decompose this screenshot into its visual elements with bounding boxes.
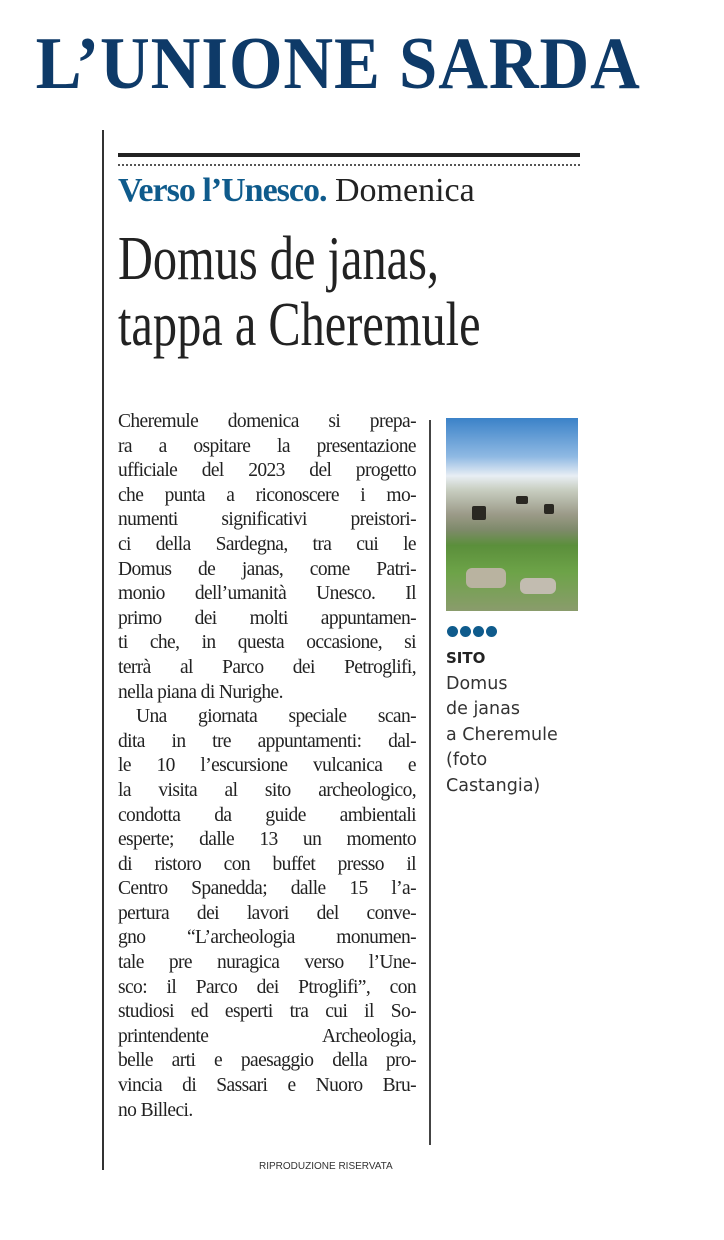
body-line: Centro Spanedda; dalle 15 l’a- <box>118 878 416 900</box>
column-rule <box>102 130 104 1170</box>
headline-line: tappa a Cheremule <box>118 291 481 359</box>
kicker-section: Verso l’Unesco. <box>118 172 327 209</box>
body-line: che punta a riconoscere i mo- <box>118 484 416 506</box>
body-line: no Billeci. <box>118 1099 193 1121</box>
body-line: studiosi ed esperti tra cui il So- <box>118 1001 416 1023</box>
body-line: belle arti e paesaggio della pro- <box>118 1050 416 1072</box>
body-line: ti che, in questa occasione, si <box>118 632 416 654</box>
body-line: monio dell’umanità Unesco. Il <box>118 583 416 605</box>
caption-dots <box>447 626 497 637</box>
body-line: Una giornata speciale scan- <box>136 706 416 728</box>
article-body <box>118 410 416 1123</box>
body-line: di ristoro con buffet presso il <box>118 853 416 875</box>
body-line: Domus de janas, come Patri- <box>118 558 416 580</box>
body-line: la visita al sito archeologico, <box>118 779 416 801</box>
kicker-day: Domenica <box>335 172 475 209</box>
body-line: esperte; dalle 13 un momento <box>118 829 416 851</box>
body-line: le 10 l’escursione vulcanica e <box>118 755 416 777</box>
headline-line: Domus de janas, <box>118 225 440 293</box>
body-line: ci della Sardegna, tra cui le <box>118 533 416 555</box>
body-line: sco: il Parco dei Ptroglifi”, con <box>118 976 416 998</box>
body-line: nella piana di Nurighe. <box>118 681 283 703</box>
body-line: printendente Archeologia, <box>118 1025 416 1047</box>
body-line: vincia di Sassari e Nuoro Bru- <box>118 1075 416 1097</box>
body-line: primo dei molti appuntamen- <box>118 607 416 629</box>
body-line: gno “L’archeologia monumen- <box>118 927 416 949</box>
body-line: dita in tre appuntamenti: dal- <box>118 730 416 752</box>
body-line: ufficiale del 2023 del progetto <box>118 460 416 482</box>
headline <box>118 226 481 358</box>
kicker <box>118 172 475 210</box>
body-line: condotta da guide ambientali <box>118 804 416 826</box>
body-line: ra a ospitare la presentazione <box>118 435 416 457</box>
body-line: numenti significativi preistori- <box>118 509 416 531</box>
dotted-rule <box>118 164 580 166</box>
body-line: terrà al Parco dei Petroglifi, <box>118 656 416 678</box>
caption-label: SITO <box>446 649 486 667</box>
photo-caption <box>446 646 558 799</box>
body-line: pertura dei lavori del conve- <box>118 902 416 924</box>
body-line: Cheremule domenica si prepa- <box>118 411 416 432</box>
article-photo <box>446 418 578 611</box>
column-divider <box>429 420 431 1145</box>
masthead-logo: L’UNIONE SARDA <box>35 23 641 105</box>
top-rule <box>118 153 580 157</box>
body-line: tale pre nuragica verso l’Une- <box>118 952 416 974</box>
copyright-notice: RIPRODUZIONE RISERVATA <box>259 1161 393 1172</box>
caption-text: Domus de janas a Cheremule (foto Castangia) <box>446 673 558 796</box>
